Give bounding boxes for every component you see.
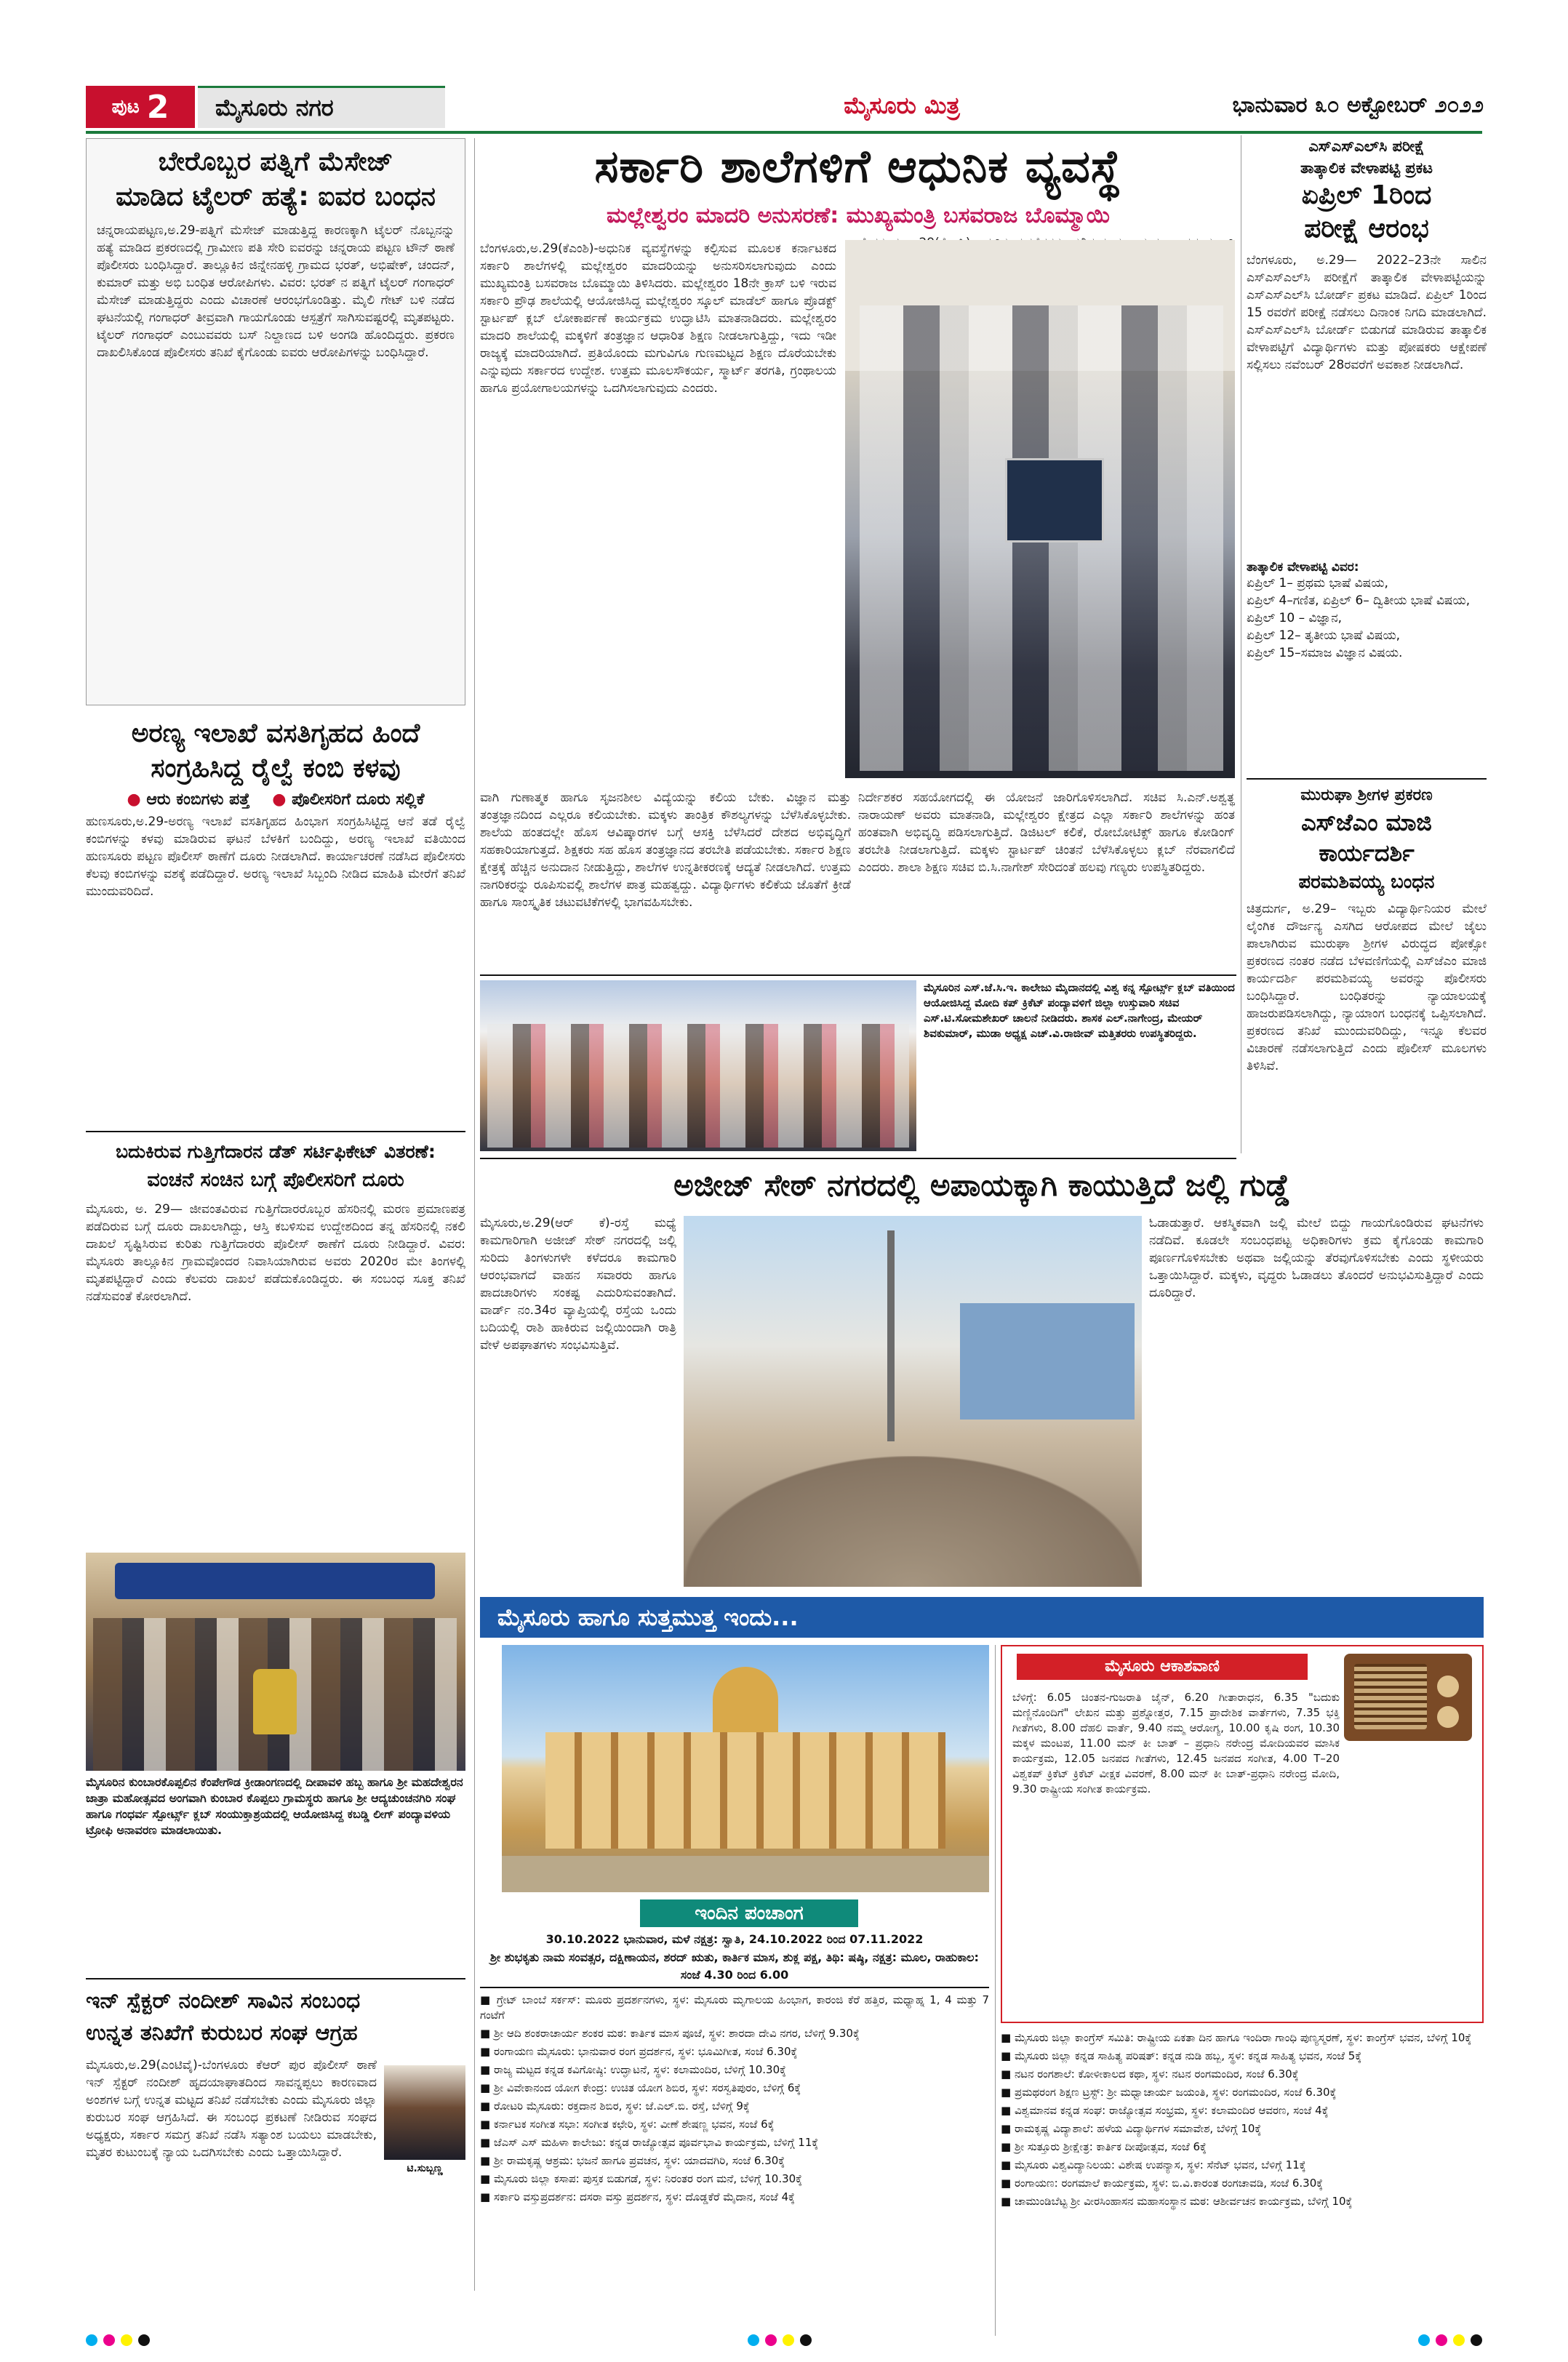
registration-dot-yellow [783,2334,794,2346]
gravel-mound [684,1456,1142,1587]
radio-box [1001,1645,1484,2023]
event-item [480,2081,989,2096]
panchanga-line-2: ಶ್ರೀ ಶುಭಕೃತು ನಾಮ ಸಂವತ್ಸರ, ದಕ್ಷಿಣಾಯನ, ಶರದ್ ಋತು, ಕಾರ್ತಿಕ ಮಾಸ, ಶುಕ್ಲ ಪಕ್ಷ, ತಿಥಿ: ಷಷ್ಠಿ, ನಕ್ಷತ್ರ: ಮೂಲ, ರಾಹುಕಾಲ: ಸಂಜೆ 4.30 ರಿಂದ 6.00 [490,1950,979,1982]
bullet-icon: ■ [1001,2122,1015,2135]
divider [86,1131,465,1132]
certificate-story [86,1138,465,1545]
gravel-headline: ಅಜೀಜ್ ಸೇಠ್ ನಗರದಲ್ಲಿ ಅಪಾಯಕ್ಕಾಗಿ ಕಾಯುತ್ತಿದೆ ಜಲ್ಲಿ ಗುಡ್ಡೆ [673,1167,1290,1203]
logo-plaque [1005,458,1104,543]
bullet-icon: ■ [1001,2140,1015,2153]
page-number: 2 [146,88,169,126]
header-rule [86,131,1482,134]
radio-title: ಮೈಸೂರು ಆಕಾಶವಾಣಿ [1017,1654,1308,1680]
radio-knob [1437,1706,1459,1728]
event-text: ಶ್ರೀ ರಾಮಕೃಷ್ಣ ಆಶ್ರಮ: ಭಜನೆ ಹಾಗೂ ಪ್ರವಚನ, ಸ್ಥಳ: ಯಾದವಗಿರಿ, ಸಂಜೆ 6.30ಕ್ಕೆ [493,2154,785,2167]
building-shape [960,1303,1135,1420]
murugha-headline-3: ಕಾರ್ಯದರ್ಶಿ [1319,839,1415,867]
event-item [1001,2139,1484,2155]
issue-date: ಭಾನುವಾರ ೩೦ ಅಕ್ಟೋಬರ್ ೨೦೨೨ [1232,92,1484,118]
bullet-icon: ■ [1001,2195,1015,2208]
registration-dot-yellow [1453,2334,1465,2346]
gravel-pile-photo [684,1216,1142,1587]
divider [1247,778,1487,780]
sslc-schedule-title: ತಾತ್ಕಾಲಿಕ ವೇಳಾಪಟ್ಟಿ ವಿವರ: [1247,560,1359,575]
forest-bullet-2: ಪೊಲೀಸರಿಗೆ ದೂರು ಸಲ್ಲಿಕೆ [292,790,425,809]
pole-shape [887,1230,895,1441]
inspector-portrait [384,2065,465,2160]
mysore-palace-photo [502,1645,989,1892]
event-item [480,2190,989,2205]
certificate-headline-1: ಬದುಕಿರುವ ಗುತ್ತಿಗೆದಾರನ ಡೆತ್ ಸರ್ಟಿಫಿಕೇಟ್ ವಿತರಣೆ: [116,1141,436,1162]
cricket-cup-launch-photo [480,980,916,1151]
bullet-icon: ■ [1001,2067,1015,2081]
event-item [1001,2103,1484,2118]
certificate-headline-2: ವಂಚನೆ ಸಂಚಿನ ಬಗ್ಗೆ ಪೊಲೀಸರಿಗೆ ದೂರು [147,1169,404,1191]
events-right-list [1001,2030,1484,2336]
bullet-icon: ■ [480,1993,497,2006]
page-number-box [86,86,195,128]
event-item [480,2044,989,2059]
event-text: ವಿಶ್ವಮಾನವ ಕನ್ನಡ ಸಂಘ: ರಾಜ್ಯೋತ್ಸವ ಸಂಭ್ರಮ, ಸ್ಥಳ: ಕಲಾಮಂದಿರ ಆವರಣ, ಸಂಜೆ 4ಕ್ಕೆ [1014,2104,1329,2117]
event-item [1001,2049,1484,2064]
event-text: ಗ್ರೇಟ್ ಬಾಂಬೆ ಸರ್ಕಸ್: ಮೂರು ಪ್ರದರ್ಶನಗಳು, ಸ್ಥಳ: ಮೈಸೂರು ಮೃಗಾಲಯ ಹಿಂಭಾಗ, ಕಾರಂಜಿ ಕೆರೆ ಹತ್ತಿರ, ಮಧ್ಯಾಹ್ನ 1, 4 ಮತ್ತು 7 ಗಂಟೆಗೆ [480,1993,989,2022]
event-text: ರಾಮಕೃಷ್ಣ ವಿದ್ಯಾಶಾಲೆ: ಹಳೆಯ ವಿದ್ಯಾರ್ಥಿಗಳ ಸಮಾವೇಶ, ಬೆಳಿಗ್ಗೆ 10ಕ್ಕೆ [1014,2122,1262,2135]
event-item [1001,2176,1484,2191]
page-label: ಪುಟ [111,95,140,118]
palace-ground [502,1856,989,1892]
event-text: ಕರ್ನಾಟಕ ಸಂಗೀತ ಸಭಾ: ಸಂಗೀತ ಕಛೇರಿ, ಸ್ಥಳ: ವೀಣೆ ಶೇಷಣ್ಣ ಭವನ, ಸಂಜೆ 6ಕ್ಕೆ [493,2118,775,2131]
event-item [480,1993,989,2023]
tailor-headline-1: ಬೇರೊಬ್ಬರ ಪತ್ನಿಗೆ ಮೆಸೇಜ್ [158,147,393,177]
radio-knob [1437,1676,1459,1697]
section-title: ಮೈಸೂರು ನಗರ [198,86,445,128]
event-item [480,2153,989,2169]
event-item [480,2062,989,2078]
trophy-photo-caption: ಮೈಸೂರಿನ ಕುಂಬಾರಕೊಪ್ಪಲಿನ ಕೆಂಪೇಗೌಡ ಕ್ರೀಡಾಂಗಣದಲ್ಲಿ ದೀಪಾವಳಿ ಹಬ್ಬ ಹಾಗೂ ಶ್ರೀ ಮಹದೇಶ್ವರನ ಜಾತ್ರಾ ಮಹೋತ್ಸವದ ಅಂಗವಾಗಿ ಕುಂಬಾರ ಕೊಪ್ಪಲು ಗ್ರಾಮಸ್ಥರು ಹಾಗೂ ಶ್ರೀ ಆದ್ಯಚುಂಚನಗಿರಿ ಸಂಘ ಹಾಗೂ ಗಂಧರ್ವ ಸ್ಪೋರ್ಟ್ಸ್ ಕ್ಲಬ್ ಸಂಯುಕ್ತಾಶ್ರಯದಲ್ಲಿ ಆಯೋಜಿಸಿದ್ದ ಕಬಡ್ಡಿ ಲೀಗ್ ಪಂದ್ಯಾವಳಿಯ ಟ್ರೋಫಿ ಅನಾವರಣ ಮಾಡಲಾಯಿತು. [86,1775,463,1837]
cm-launch-event-photo [845,240,1235,778]
forest-story [86,716,465,1124]
bullet-icon: ■ [480,2081,494,2094]
event-item [1001,2067,1484,2082]
sslc-body: ಬೆಂಗಳೂರು, ಅ.29— 2022–23ನೇ ಸಾಲಿನ ಎಸ್ಎಸ್ಎಲ್‌ಸಿ ಪರೀಕ್ಷೆಗೆ ತಾತ್ಕಾಲಿಕ ವೇಳಾಪಟ್ಟಿಯನ್ನು ಎಸ್ಎಸ್ಎಲ್‌ಸಿ ಬೋರ್ಡ್ ಪ್ರಕಟ ಮಾಡಿದೆ. ಏಪ್ರಿಲ್ 1ರಿಂದ 15 ರವರೆಗೆ ಪರೀಕ್ಷೆ ನಡೆಸಲು ದಿನಾಂಕ ನಿಗದಿ ಮಾಡಲಾಗಿದೆ. ಎಸ್ಎಸ್ಎಲ್‌ಸಿ ಬೋರ್ಡ್ ಬಿಡುಗಡೆ ಮಾಡಿರುವ ತಾತ್ಕಾಲಿಕ ವೇಳಾಪಟ್ಟಿಗೆ ವಿದ್ಯಾರ್ಥಿಗಳು ಮತ್ತು ಪೋಷಕರು ಆಕ್ಷೇಪಣೆ ಸಲ್ಲಿಸಲು ನವೆಂಬರ್ 28ರವರೆಗೆ ಅವಕಾಶ ನೀಡಲಾಗಿದೆ. [1247,253,1487,372]
event-text: ಶ್ರೀ ವಿವೇಕಾನಂದ ಯೋಗ ಕೇಂದ್ರ: ಉಚಿತ ಯೋಗ ಶಿಬಿರ, ಸ್ಥಳ: ಸರಸ್ವತಿಪುರಂ, ಬೆಳಿಗ್ಗೆ 6ಕ್ಕೆ [493,2081,801,2094]
event-item [1001,2085,1484,2100]
event-item [480,2117,989,2132]
forest-bullet-1: ಆರು ಕಂಬಿಗಳು ಪತ್ತೆ [146,790,250,809]
column-divider [474,138,475,2291]
event-item [480,2026,989,2041]
gravel-col-2: ಓಡಾಡುತ್ತಾರೆ. ಆಕಸ್ಮಿಕವಾಗಿ ಜಲ್ಲಿ ಮೇಲೆ ಬಿದ್ದು ಗಾಯಗೊಂಡಿರುವ ಘಟನೆಗಳು ನಡೆದಿವೆ. ಕೂಡಲೇ ಸಂಬಂಧಪಟ್ಟ ಅಧಿಕಾರಿಗಳು ಕ್ರಮ ಕೈಗೊಂಡು ಕಾಮಗಾರಿ ಪೂರ್ಣಗೊಳಿಸಬೇಕು ಅಥವಾ ಜಲ್ಲಿಯನ್ನು ತೆರವುಗೊಳಿಸಬೇಕು ಎಂದು ಸ್ಥಳೀಯರು ಒತ್ತಾಯಿಸಿದ್ದಾರೆ. ಮಕ್ಕಳು, ವೃದ್ಧರು ಓಡಾಡಲು ತೊಂದರೆ ಅನುಭವಿಸುತ್ತಿದ್ದಾರೆ ಎಂದು ದೂರಿದ್ದಾರೆ. [1149,1216,1484,1300]
forest-headline-2: ಸಂಗ್ರಹಿಸಿದ್ದ ರೈಲ್ವೆ ಕಂಬಿ ಕಳವು [151,753,401,783]
murugha-headline-2: ಎಸ್‌ಜೆಎಂ ಮಾಜಿ [1301,809,1432,836]
registration-dot-magenta [103,2334,115,2346]
inspector-body: ಮೈಸೂರು,ಅ.29(ಎಂಟಿವೈ)-ಬೆಂಗಳೂರು ಕೆಆರ್ ಪುರ ಪೊಲೀಸ್ ಠಾಣೆ ಇನ್ ಸ್ಪೆಕ್ಟರ್ ನಂದೀಶ್ ಹೃದಯಾಘಾತದಿಂದ ಸಾವನ್ನಪ್ಪಲು ಕಾರಣವಾದ ಅಂಶಗಳ ಬಗ್ಗೆ ಉನ್ನತ ಮಟ್ಟದ ತನಿಖೆ ನಡೆಸಬೇಕು ಎಂದು ಮೈಸೂರು ಜಿಲ್ಲಾ ಕುರುಬರ ಸಂಘ ಆಗ್ರಹಿಸಿದೆ. ಈ ಸಂಬಂಧ ಪ್ರಕಟಣೆ ನೀಡಿರುವ ಸಂಘದ ಅಧ್ಯಕ್ಷರು, ಸರ್ಕಾರ ಸಮಗ್ರ ತನಿಖೆ ನಡೆಸಿ ಸತ್ಯಾಂಶ ಬಯಲು ಮಾಡಬೇಕು, ಮೃತರ ಕುಟುಂಬಕ್ಕೆ ನ್ಯಾಯ ಒದಗಿಸಬೇಕು ಎಂದು ಒತ್ತಾಯಿಸಿದ್ದಾರೆ. [86,2058,377,2160]
bullet-icon: ■ [1001,2031,1015,2044]
bullet-icon: ■ [480,2118,494,2131]
bullet-icon: ■ [480,2154,494,2167]
registration-dot-magenta [765,2334,777,2346]
event-text: ಚಾಮುಂಡಿಬೆಟ್ಟ ಶ್ರೀ ವೀರಸಿಂಹಾಸನ ಮಹಾಸಂಸ್ಥಾನ ಮಠ: ಆಶೀರ್ವಚನ ಕಾರ್ಯಕ್ರಮ, ಬೆಳಿಗ್ಗೆ 10ಕ್ಕೆ [1014,2195,1353,2208]
bullet-icon: ■ [480,2027,494,2040]
cricket-photo-caption: ಮೈಸೂರಿನ ಎಸ್.ಜೆ.ಸಿ.ಇ. ಕಾಲೇಜು ಮೈದಾನದಲ್ಲಿ ವಿಶ್ವ ಕನ್ನ ಸ್ಪೋರ್ಟ್ಸ್ ಕ್ಲಬ್ ವತಿಯಿಂದ ಆಯೋಜಿಸಿದ್ದ ಮೋದಿ ಕಪ್ ಕ್ರಿಕೆಟ್ ಪಂದ್ಯಾವಳಿಗೆ ಜಿಲ್ಲಾ ಉಸ್ತುವಾರಿ ಸಚಿವ ಎಸ್.ಟಿ.ಸೋಮಶೇಖರ್ ಚಾಲನೆ ನೀಡಿದರು. ಶಾಸಕ ಎಲ್.ನಾಗೇಂದ್ರ, ಮೇಯರ್ ಶಿವಕುಮಾರ್, ಮುಡಾ ಅಧ್ಯಕ್ಷ ಎಚ್.ವಿ.ರಾಜೀವ್ ಮತ್ತಿತರರು ಉಪಸ್ಥಿತರಿದ್ದರು. [924,981,1235,1040]
registration-dot-yellow [121,2334,132,2346]
trophy-event-photo [86,1553,465,1771]
tailor-story [86,138,465,705]
event-item [480,2135,989,2150]
registration-dot-cyan [748,2334,759,2346]
event-text: ರಂಗಾಯಣ: ರಂಗಮಾಲೆ ಕಾರ್ಯಕ್ರಮ, ಸ್ಥಳ: ಬಿ.ವಿ.ಕಾರಂತ ರಂಗಚಾವಡಿ, ಸಂಜೆ 6.30ಕ್ಕೆ [1014,2177,1324,2190]
bullet-icon: ● [272,790,287,809]
palace-dome-icon [713,1667,778,1732]
bullet-icon: ■ [1001,2049,1015,2062]
registration-dot-black [138,2334,150,2346]
sslc-story [1247,135,1487,775]
bullet-icon: ■ [480,2190,494,2203]
event-item [1001,2030,1484,2046]
radio-schedule: ಬೆಳಿಗ್ಗೆ: 6.05 ಚಿಂತನ-ಗುಜರಾತಿ ಜೈನ್, 6.20 ಗೀತಾರಾಧನ, 6.35 "ಬದುಕು ಮಣ್ಣಿನೊಂದಿಗೆ" ಲೇಖನ ಮತ್ತು ಪ್ರಶ್ನೋತ್ತರ, 7.15 ಪ್ರಾದೇಶಿಕ ವಾರ್ತೆಗಳು, 7.35 ಭಕ್ತಿ ಗೀತೆಗಳು, 8.00 ದೆಹಲಿ ವಾರ್ತೆ, 9.40 ನಮ್ಮ ಆರೋಗ್ಯ, 10.00 ಕೃಷಿ ರಂಗ, 10.30 ಮಕ್ಕಳ ಮಂಟಪ, 11.00 ಮನ್ ಕೀ ಬಾತ್ – ಪ್ರಧಾನಿ ನರೇಂದ್ರ ಮೋದಿಯವರ ಮಾಸಿಕ ಕಾರ್ಯಕ್ರಮ, 12.05 ಜನಪದ ಗೀತೆಗಳು, 12.45 ಜನಪದ ಸಂಗೀತ, 4.00 T–20 ವಿಶ್ವಕಪ್ ಕ್ರಿಕೆಟ್ ಕ್ರಿಕೆಟ್ ವೀಕ್ಷಕ ವಿವರಣೆ, 8.00 ಮನ್ ಕೀ ಬಾತ್-ಪ್ರಧಾನಿ ನರೇಂದ್ರ ಮೋದಿ, 9.30 ರಾಷ್ಟ್ರೀಯ ಸಂಗೀತ ಕಾರ್ಯಕ್ರಮ. [1012,1691,1340,1795]
forest-body: ಹುಣಸೂರು,ಅ.29-ಅರಣ್ಯ ಇಲಾಖೆ ವಸತಿಗೃಹದ ಹಿಂಭಾಗ ಸಂಗ್ರಹಿಸಿಟ್ಟಿದ್ದ ಆನೆ ತಡೆ ರೈಲ್ವೆ ಕಂಬಿಗಳನ್ನು ಕಳವು ಮಾಡಿರುವ ಘಟನೆ ಬೆಳಕಿಗೆ ಬಂದಿದ್ದು, ಅರಣ್ಯ ಇಲಾಖೆ ವತಿಯಿಂದ ಹುಣಸೂರು ಪಟ್ಟಣ ಪೊಲೀಸ್ ಠಾಣೆಗೆ ದೂರು ನೀಡಲಾಗಿದೆ. ಕಾರ್ಯಾಚರಣೆ ನಡೆಸಿದ ಪೊಲೀಸರು ಕೆಲವು ಕಂಬಿಗಳನ್ನು ವಶಕ್ಕೆ ಪಡೆದಿದ್ದಾರೆ. ಅರಣ್ಯ ಇಲಾಖೆ ಸಿಬ್ಬಂದಿ ನೀಡಿದ ಮಾಹಿತಿ ಮೇರೆಗೆ ತನಿಖೆ ಮುಂದುವರಿದಿದೆ. [86,814,465,899]
today-banner-text: ಮೈಸೂರು ಹಾಗೂ ಸುತ್ತಮುತ್ತ ಇಂದು... [497,1604,799,1631]
gravel-col-1: ಮೈಸೂರು,ಅ.29(ಆರ್ ಕೆ)-ರಸ್ತೆ ಮಧ್ಯೆ ಕಾಮಗಾರಿಗಾಗಿ ಅಜೀಜ್ ಸೇಠ್ ನಗರದಲ್ಲಿ ಜಲ್ಲಿ ಸುರಿದು ತಿಂಗಳುಗಳೇ ಕಳೆದರೂ ಕಾಮಗಾರಿ ಆರಂಭವಾಗದೆ ವಾಹನ ಸವಾರರು ಹಾಗೂ ಪಾದಚಾರಿಗಳು ಸಂಕಷ್ಟ ಎದುರಿಸುವಂತಾಗಿದೆ. ವಾರ್ಡ್ ನಂ.34ರ ವ್ಯಾಪ್ತಿಯಲ್ಲಿ ರಸ್ತೆಯ ಒಂದು ಬದಿಯಲ್ಲಿ ರಾಶಿ ಹಾಕಿರುವ ಜಲ್ಲಿಯಿಂದಾಗಿ ರಾತ್ರಿ ವೇಳೆ ಅಪಘಾತಗಳು ಸಂಭವಿಸುತ್ತಿವೆ. [480,1216,676,1353]
sslc-schedule-0: ಏಪ್ರಿಲ್ 1– ಪ್ರಥಮ ಭಾಷೆ ವಿಷಯ, [1247,576,1388,590]
bullet-icon: ■ [1001,2086,1015,2099]
bullet-icon: ■ [1001,2104,1015,2117]
registration-dot-magenta [1436,2334,1447,2346]
panchanga-line-1: 30.10.2022 ಭಾನುವಾರ, ಮಳೆ ನಕ್ಷತ್ರ: ಸ್ವಾತಿ, 24.10.2022 ರಿಂದ 07.11.2022 [545,1932,924,1946]
lead-col-3: ನಿರ್ದೇಶಕರ ಸಹಯೋಗದಲ್ಲಿ ಈ ಯೋಜನೆ ಜಾರಿಗೊಳಿಸಲಾಗಿದೆ. ಸಚಿವ ಸಿ.ಎನ್.ಅಶ್ವತ್ಥ ನಾರಾಯಣ್ ಅವರು ಮಾತನಾಡಿ, ಮಲ್ಲೇಶ್ವರಂ ಕ್ಷೇತ್ರದ ಎಲ್ಲಾ ಸರ್ಕಾರಿ ಶಾಲೆಗಳನ್ನು ಹಂತ ಹಂತವಾಗಿ ಅಭಿವೃದ್ಧಿ ಪಡಿಸಲಾಗುತ್ತಿದೆ. ಡಿಜಿಟಲ್ ಕಲಿಕೆ, ರೋಬೋಟಿಕ್ಸ್ ಹಾಗೂ ಕೋಡಿಂಗ್ ತರಬೇತಿ ನೀಡಲಾಗುತ್ತಿದೆ. ಮಕ್ಕಳು ಸ್ಟಾರ್ಟಪ್ ಚಿಂತನೆ ಬೆಳೆಸಿಕೊಳ್ಳಲು ಕ್ಲಬ್ ನೆರವಾಗಲಿದೆ ಎಂದರು. ಶಾಲಾ ಶಿಕ್ಷಣ ಸಚಿವ ಬಿ.ಸಿ.ನಾಗೇಶ್ ಸೇರಿದಂತೆ ಹಲವು ಗಣ್ಯರು ಉಪಸ್ಥಿತರಿದ್ದರು. [858,790,1235,875]
divider [480,974,1236,976]
crowd-row [487,1024,909,1148]
event-item [1001,2121,1484,2137]
forest-bullets [86,790,465,809]
radio-icon [1344,1654,1472,1741]
event-text: ಪ್ರಮಥರಂಗ ಶಿಕ್ಷಣ ಟ್ರಸ್ಟ್: ಶ್ರೀ ಮಧ್ವಾಚಾರ್ಯ ಜಯಂತಿ, ಸ್ಥಳ: ರಂಗಮಂದಿರ, ಸಂಜೆ 6.30ಕ್ಕೆ [1014,2086,1337,2099]
event-text: ಮೈಸೂರು ಜಿಲ್ಲಾ ಕನ್ನಡ ಸಾಹಿತ್ಯ ಪರಿಷತ್: ಕನ್ನಡ ನುಡಿ ಹಬ್ಬ, ಸ್ಥಳ: ಕನ್ನಡ ಸಾಹಿತ್ಯ ಭವನ, ಸಂಜೆ 5ಕ್ಕೆ [1014,2049,1362,2062]
events-left-list [480,1993,989,2342]
bullet-icon: ■ [480,2136,494,2149]
event-item [480,2171,989,2187]
bullet-icon: ● [127,790,141,809]
murugha-headline-1: ಮುರುಘಾ ಶ್ರೀಗಳ ಪ್ರಕರಣ [1300,786,1433,804]
event-item [1001,2158,1484,2173]
bullet-icon: ■ [1001,2177,1015,2190]
lead-col-2: ವಾಗಿ ಗುಣಾತ್ಮಕ ಹಾಗೂ ಸೃಜನಶೀಲ ವಿದ್ಯೆಯನ್ನು ಕಲಿಯ ಬೇಕು. ವಿಜ್ಞಾನ ಮತ್ತು ತಂತ್ರಜ್ಞಾನದಿಂದ ಎಲ್ಲರೂ ಕಲಿಯಬೇಕು. ಮಕ್ಕಳು ತಾಂತ್ರಿಕ ಕೌಶಲ್ಯಗಳನ್ನು ಬೆಳೆಸಿಕೊಳ್ಳಬೇಕು. ಶಾಲೆಯ ಹಂತದಲ್ಲೇ ಹೊಸ ಆವಿಷ್ಕಾರಗಳ ಬಗ್ಗೆ ಆಸಕ್ತಿ ಬೆಳೆಸಿದರೆ ದೇಶದ ಅಭಿವೃದ್ಧಿಗೆ ಸಹಕಾರಿಯಾಗುತ್ತದೆ. ಶಿಕ್ಷಕರು ಸಹ ಹೊಸ ತಂತ್ರಜ್ಞಾನದ ತರಬೇತಿ ಪಡೆಯಬೇಕು. ಸರ್ಕಾರ ಶಿಕ್ಷಣ ಕ್ಷೇತ್ರಕ್ಕೆ ಹೆಚ್ಚಿನ ಅನುದಾನ ನೀಡುತ್ತಿದ್ದು, ಶಾಲೆಗಳ ಉನ್ನತೀಕರಣಕ್ಕೆ ಆದ್ಯತೆ ನೀಡಲಾಗಿದೆ. ಉತ್ತಮ ನಾಗರಿಕರನ್ನು ರೂಪಿಸುವಲ್ಲಿ ಶಾಲೆಗಳ ಪಾತ್ರ ಮಹತ್ವದ್ದು. ವಿದ್ಯಾರ್ಥಿಗಳು ಕಲಿಕೆಯ ಜೊತೆಗೆ ಕ್ರೀಡೆ ಹಾಗೂ ಸಾಂಸ್ಕೃತಿಕ ಚಟುವಟಿಕೆಗಳಲ್ಲಿ ಭಾಗವಹಿಸಬೇಕು. [480,790,851,910]
lead-subheadline: ಮಲ್ಲೇಶ್ವರಂ ಮಾದರಿ ಅನುಸರಣೆ: ಮುಖ್ಯಮಂತ್ರಿ ಬಸವರಾಜ ಬೊಮ್ಮಾಯಿ [607,203,1110,228]
registration-dot-cyan [86,2334,97,2346]
lead-headline: ಸರ್ಕಾರಿ ಶಾಲೆಗಳಿಗೆ ಆಧುನಿಕ ವ್ಯವಸ್ಥೆ [594,140,1122,193]
inspector-portrait-caption: ಟಿ.ಸುಬ್ಬಣ್ಣ [407,2163,443,2174]
murugha-body: ಚಿತ್ರದುರ್ಗ, ಅ.29– ಇಬ್ಬರು ವಿದ್ಯಾರ್ಥಿನಿಯರ ಮೇಲೆ ಲೈಂಗಿಕ ದೌರ್ಜನ್ಯ ಎಸಗಿದ ಆರೋಪದ ಮೇಲೆ ಜೈಲು ಪಾಲಾಗಿರುವ ಮುರುಘಾ ಶ್ರೀಗಳ ವಿರುದ್ಧದ ಪೋಕ್ಸೋ ಪ್ರಕರಣದ ನಂತರ ನಡೆದ ಬೆಳವಣಿಗೆಯಲ್ಲಿ ಎಸ್‌ಜೆಎಂ ಮಾಜಿ ಕಾರ್ಯದರ್ಶಿ ಪರಮಶಿವಯ್ಯ ಅವರನ್ನು ಪೊಲೀಸರು ಬಂಧಿಸಿದ್ದಾರೆ. ಬಂಧಿತರನ್ನು ನ್ಯಾಯಾಲಯಕ್ಕೆ ಹಾಜರುಪಡಿಸಲಾಗಿದ್ದು, ನ್ಯಾಯಾಂಗ ಬಂಧನಕ್ಕೆ ಒಪ್ಪಿಸಲಾಗಿದೆ. ಪ್ರಕರಣದ ತನಿಖೆ ಮುಂದುವರಿದಿದ್ದು, ಇನ್ನೂ ಕೆಲವರ ವಿಚಾರಣೆ ನಡೆಸಲಾಗುತ್ತಿದೆ ಎಂದು ಪೊಲೀಸ್ ಮೂಲಗಳು ತಿಳಿಸಿವೆ. [1247,902,1487,1073]
lead-col-1-visible: ಬೆಂಗಳೂರು,ಅ.29(ಕೆಎಂಶಿ)-ಅಧುನಿಕ ವ್ಯವಸ್ಥೆಗಳನ್ನು ಕಲ್ಪಿಸುವ ಮೂಲಕ ಕರ್ನಾಟಕದ ಸರ್ಕಾರಿ ಶಾಲೆಗಳಲ್ಲಿ ಮಲ್ಲೇಶ್ವರಂ ಮಾದರಿಯನ್ನು ಅನುಸರಿಸಲಾಗುವುದು ಎಂದು ಮುಖ್ಯಮಂತ್ರಿ ಬಸವರಾಜ ಬೊಮ್ಮಾಯಿ ತಿಳಿಸಿದರು. ಮಲ್ಲೇಶ್ವರಂ 18ನೇ ಕ್ರಾಸ್ ಬಳಿ ಇರುವ ಸರ್ಕಾರಿ ಪ್ರೌಢ ಶಾಲೆಯಲ್ಲಿ ಆಯೋಜಿಸಿದ್ದ ಮಲ್ಲೇಶ್ವರಂ ಸ್ಕೂಲ್ ಮಾಡೆಲ್ ಹಾಗೂ ಪ್ರೊಡಕ್ಟ್ ಸ್ಟಾರ್ಟಪ್ ಕ್ಲಬ್ ಲೋಕಾರ್ಪಣೆ ಕಾರ್ಯಕ್ರಮ ಉದ್ಘಾಟಿಸಿ ಮಾತನಾಡಿದರು. ಮಲ್ಲೇಶ್ವರಂ ಮಾದರಿ ಶಾಲೆಯಲ್ಲಿ ಮಕ್ಕಳಿಗೆ ತಂತ್ರಜ್ಞಾನ ಆಧಾರಿತ ಶಿಕ್ಷಣ ನೀಡಲಾಗುತ್ತಿದ್ದು, ಇದು ಇಡೀ ರಾಜ್ಯಕ್ಕೆ ಮಾದರಿಯಾಗಿದೆ. ಪ್ರತಿಯೊಂದು ಮಗುವಿಗೂ ಗುಣಮಟ್ಟದ ಶಿಕ್ಷಣ ದೊರೆಯಬೇಕು ಎನ್ನುವುದು ಸರ್ಕಾರದ ಉದ್ದೇಶ. ಉತ್ತಮ ಮೂಲಸೌಕರ್ಯ, ಸ್ಮಾರ್ಟ್ ತರಗತಿ, ಗ್ರಂಥಾಲಯ ಹಾಗೂ ಪ್ರಯೋಗಾಲಯಗಳನ್ನು ಒದಗಿಸಲಾಗುವುದು ಎಂದರು. [480,241,836,396]
event-text: ಮೈಸೂರು ವಿಶ್ವವಿದ್ಯಾನಿಲಯ: ವಿಶೇಷ ಉಪನ್ಯಾಸ, ಸ್ಥಳ: ಸೆನೆಟ್ ಭವನ, ಬೆಳಿಗ್ಗೆ 11ಕ್ಕೆ [1014,2158,1306,2171]
event-text: ಸರ್ಕಾರಿ ವಸ್ತುಪ್ರದರ್ಶನ: ದಸರಾ ವಸ್ತು ಪ್ರದರ್ಶನ, ಸ್ಥಳ: ದೊಡ್ಡಕೆರೆ ಮೈದಾನ, ಸಂಜೆ 4ಕ್ಕೆ [493,2190,795,2203]
sslc-schedule-2: ಏಪ್ರಿಲ್ 10 – ವಿಜ್ಞಾನ, [1247,611,1343,625]
registration-dot-black [1471,2334,1482,2346]
event-text: ರೋಟರಿ ಮೈಸೂರು: ರಕ್ತದಾನ ಶಿಬಿರ, ಸ್ಥಳ: ಜೆ.ಎಲ್.ಬಿ. ರಸ್ತೆ, ಬೆಳಿಗ್ಗೆ 9ಕ್ಕೆ [493,2099,750,2113]
bullet-icon: ■ [1001,2158,1015,2171]
sslc-headline-1: ಎಸ್ಎಸ್ಎಲ್‌ಸಿ ಪರೀಕ್ಷೆ [1308,137,1425,155]
bullet-icon: ■ [480,2172,494,2185]
murugha-headline-4: ಪರಮಶಿವಯ್ಯ ಬಂಧನ [1298,871,1435,893]
event-item [480,2099,989,2114]
banner-strip [115,1563,435,1599]
forest-headline-1: ಅರಣ್ಯ ಇಲಾಖೆ ವಸತಿಗೃಹದ ಹಿಂದೆ [131,718,420,748]
inspector-story [86,1985,465,2291]
event-text: ಮೈಸೂರು ಜಿಲ್ಲಾ ಕಸಾಪ: ಪುಸ್ತಕ ಬಿಡುಗಡೆ, ಸ್ಥಳ: ನಿರಂತರ ರಂಗ ಮನೆ, ಬೆಳಿಗ್ಗೆ 10.30ಕ್ಕೆ [493,2172,802,2185]
masthead: ಮೈಸೂರು ಮಿತ್ರ [844,92,960,119]
registration-dot-black [800,2334,812,2346]
event-text: ಜೆಎಸ್ ಎಸ್ ಮಹಿಳಾ ಕಾಲೇಜು: ಕನ್ನಡ ರಾಜ್ಯೋತ್ಸವ ಪೂರ್ವಭಾವಿ ಕಾರ್ಯಕ್ರಮ, ಬೆಳಿಗ್ಗೆ 11ಕ್ಕೆ [493,2136,819,2149]
palace-facade [545,1732,945,1849]
event-text: ನಟನ ರಂಗಶಾಲೆ: ಕೋಳೀಕಾಲದ ಕಥಾ, ಸ್ಥಳ: ನಟನ ರಂಗಮಂದಿರ, ಸಂಜೆ 6.30ಕ್ಕೆ [1014,2067,1299,2081]
column-divider [995,1645,996,2336]
event-text: ಶ್ರೀ ಸುತ್ತೂರು ಶ್ರೀಕ್ಷೇತ್ರ: ಕಾರ್ತಿಕ ದೀಪೋತ್ಸವ, ಸಂಜೆ 6ಕ್ಕೆ [1014,2140,1207,2153]
inspector-headline-2: ಉನ್ನತ ತನಿಖೆಗೆ ಕುರುಬರ ಸಂಘ ಆಗ್ರಹ [86,2020,358,2046]
certificate-body: ಮೈಸೂರು, ಅ. 29— ಜೀವಂತವಿರುವ ಗುತ್ತಿಗೆದಾರರೊಬ್ಬರ ಹೆಸರಿನಲ್ಲಿ ಮರಣ ಪ್ರಮಾಣಪತ್ರ ಪಡೆದಿರುವ ಬಗ್ಗೆ ದೂರು ದಾಖಲಾಗಿದ್ದು, ಆಸ್ತಿ ಕಬಳಿಸುವ ಉದ್ದೇಶದಿಂದ ತನ್ನ ಹೆಸರಿನಲ್ಲಿ ನಕಲಿ ದಾಖಲೆ ಸೃಷ್ಟಿಸಿರುವ ಕುರಿತು ಗುತ್ತಿಗೆದಾರರು ಪೊಲೀಸ್ ಠಾಣೆಗೆ ದೂರು ನೀಡಿದ್ದಾರೆ. ವಿವರ: ಮೈಸೂರು ತಾಲ್ಲೂಕಿನ ಗ್ರಾಮವೊಂದರ ನಿವಾಸಿಯಾಗಿರುವ ಅವರು 2020ರ ಮೇ ತಿಂಗಳಲ್ಲಿ ಮೃತಪಟ್ಟಿದ್ದಾರೆ ಎಂದು ಕೆಲವರು ದಾಖಲೆ ಪಡೆದುಕೊಂಡಿದ್ದರು. ಈ ಸಂಬಂಧ ಸೂಕ್ತ ತನಿಖೆ ನಡೆಸುವಂತೆ ಕೋರಲಾಗಿದೆ. [86,1202,465,1304]
sslc-headline-2: ತಾತ್ಕಾಲಿಕ ವೇಳಾಪಟ್ಟಿ ಪ್ರಕಟ [1300,159,1433,177]
panchanga-title: ಇಂದಿನ ಪಂಚಾಂಗ [640,1899,858,1927]
registration-dot-cyan [1418,2334,1430,2346]
inspector-headline-1: ಇನ್ ಸ್ಪೆಕ್ಟರ್ ನಂದೀಶ್ ಸಾವಿನ ಸಂಬಂಧ [86,1988,361,2014]
event-text: ಮೈಸೂರು ಜಿಲ್ಲಾ ಕಾಂಗ್ರೆಸ್ ಸಮಿತಿ: ರಾಷ್ಟ್ರೀಯ ಏಕತಾ ದಿನ ಹಾಗೂ ಇಂದಿರಾ ಗಾಂಧಿ ಪುಣ್ಯಸ್ಮರಣೆ, ಸ್ಥಳ: ಕಾಂಗ್ರೆಸ್ ಭವನ, ಬೆಳಿಗ್ಗೆ 10ಕ್ಕೆ [1014,2031,1472,2044]
radio-speaker [1354,1664,1427,1729]
sslc-headline-3: ಏಪ್ರಿಲ್ 1ರಿಂದ [1301,180,1432,210]
divider [480,1987,989,1988]
trophy-icon [253,1669,297,1734]
tailor-body: ಚನ್ನರಾಯಪಟ್ಟಣ,ಅ.29-ಪತ್ನಿಗೆ ಮೆಸೇಜ್ ಮಾಡುತ್ತಿದ್ದ ಕಾರಣಕ್ಕಾಗಿ ಟೈಲರ್ ನೊಬ್ಬನನ್ನು ಹತ್ಯೆ ಮಾಡಿದ ಪ್ರಕರಣದಲ್ಲಿ ಗ್ರಾಮೀಣ ಪತಿ ಸೇರಿ ಐವರನ್ನು ಚನ್ನರಾಯ ಪಟ್ಟಣ ಟೌನ್ ಠಾಣೆ ಪೊಲೀಸರು ಬಂಧಿಸಿದ್ದಾರೆ. ತಾಲ್ಲೂಕಿನ ಜಿನ್ನೇನಹಳ್ಳಿ ಗ್ರಾಮದ ಭರತ್, ಅಭಿಷೇಕ್, ಚಂದನ್, ಕುಮಾರ್ ಮತ್ತು ಅಭಿ ಬಂಧಿತ ಆರೋಪಿಗಳು. ವಿವರ: ಭರತ್ ನ ಪತ್ನಿಗೆ ಟೈಲರ್ ಗಂಗಾಧರ್ ಮೆಸೇಜ್ ಮಾಡುತ್ತಿದ್ದರು ಎಂದು ವಿಚಾರಣೆ ಆರಂಭಗೊಂಡಿತ್ತು. ಮೈಲಿ ಗೇಟ್ ಬಳಿ ನಡೆದ ಘಟನೆಯಲ್ಲಿ ಗಂಗಾಧರ್ ತೀವ್ರವಾಗಿ ಗಾಯಗೊಂಡು ಆಸ್ಪತ್ರೆಗೆ ಸಾಗಿಸುವಷ್ಟರಲ್ಲಿ ಮೃತಪಟ್ಟರು. ಟೈಲರ್ ಗಂಗಾಧರ್ ಎಂಬುವವರು ಬಸ್ ನಿಲ್ದಾಣದ ಬಳಿ ಅಂಗಡಿ ಹೊಂದಿದ್ದರು. ಪ್ರಕರಣ ದಾಖಲಿಸಿಕೊಂಡ ಪೊಲೀಸರು ತನಿಖೆ ಕೈಗೊಂಡು ಐವರು ಆರೋಪಿಗಳನ್ನು ಬಂಧಿಸಿದ್ದಾರೆ. [97,223,455,360]
tailor-headline-2: ಮಾಡಿದ ಟೈಲರ್ ಹತ್ಯೆ: ಐವರ ಬಂಧನ [116,182,436,212]
divider [86,1978,465,1979]
event-text: ರಾಜ್ಯ ಮಟ್ಟದ ಕನ್ನಡ ಕವಿಗೋಷ್ಠಿ: ಉದ್ಘಾಟನೆ, ಸ್ಥಳ: ಕಲಾಮಂದಿರ, ಬೆಳಿಗ್ಗೆ 10.30ಕ್ಕೆ [493,2063,786,2076]
sslc-headline-4: ಪರೀಕ್ಷೆ ಆರಂಭ [1304,214,1429,244]
bullet-icon: ■ [480,2099,494,2113]
bullet-icon: ■ [480,2063,494,2076]
sslc-schedule-3: ಏಪ್ರಿಲ್ 12– ತೃತೀಯ ಭಾಷೆ ವಿಷಯ, [1247,628,1401,643]
bullet-icon: ■ [480,2045,494,2058]
divider [480,1158,1236,1159]
sslc-schedule-1: ಏಪ್ರಿಲ್ 4–ಗಣಿತ, ಏಪ್ರಿಲ್ 6– ದ್ವಿತೀಯ ಭಾಷೆ ವಿಷಯ, [1247,593,1471,608]
event-text: ರಂಗಾಯಣ ಮೈಸೂರು: ಭಾನುವಾರ ರಂಗ ಪ್ರದರ್ಶನ, ಸ್ಥಳ: ಭೂಮಿಗೀತ, ಸಂಜೆ 6.30ಕ್ಕೆ [493,2045,798,2058]
event-text: ಶ್ರೀ ಆದಿ ಶಂಕರಾಚಾರ್ಯ ಶಂಕರ ಮಠ: ಕಾರ್ತಿಕ ಮಾಸ ಪೂಜೆ, ಸ್ಥಳ: ಶಾರದಾ ದೇವಿ ನಗರ, ಬೆಳಿಗ್ಗೆ 9.30ಕ್ಕೆ [493,2027,860,2040]
sslc-schedule-4: ಏಪ್ರಿಲ್ 15–ಸಮಾಜ ವಿಜ್ಞಾನ ವಿಷಯ. [1247,646,1403,660]
murugha-story [1247,784,1487,1155]
event-item [1001,2194,1484,2209]
